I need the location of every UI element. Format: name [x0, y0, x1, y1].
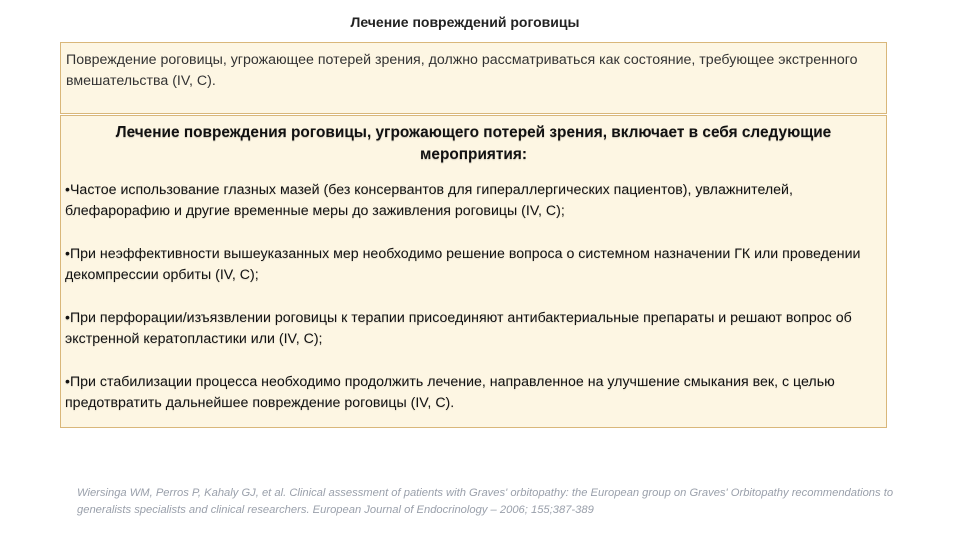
bullet-item: •При стабилизации процесса необходимо продолжить лечение, направленное на улучшение смыкания век, с целью предотвратить дальнейшее повреждение роговицы (IV, C). [65, 374, 835, 411]
intro-text: Повреждение роговицы, угрожающее потерей зрения, должно рассматриваться как состояние, требующее экстренного вмешательства (IV, C). [66, 52, 858, 89]
citation: Wiersinga WM, Perros P, Kahaly GJ, et al. Clinical assessment of patients with Graves' orbitopathy: the European group on Graves' Orbitopathy recommendations to generalists specialists and clinical researchers. European Journal of Endocrinology – 2006; 155;387-389 [77, 487, 894, 516]
intro-box [60, 42, 887, 114]
measures-box [60, 115, 887, 428]
bullet-item: •При перфорации/изъязвлении роговицы к терапии присоединяют антибактериальные препараты и решают вопрос об экстренной кератопластики или (IV, C); [65, 310, 852, 347]
slide-title: Лечение повреждений роговицы [350, 14, 580, 30]
bullet-item: •При неэффективности вышеуказанных мер необходимо решение вопроса о системном назначении ГК или проведении декомпрессии орбиты (IV, C); [65, 246, 861, 283]
measures-heading: Лечение повреждения роговицы, угрожающего потерей зрения, включает в себя следующие мероприятия: [115, 124, 832, 163]
bullet-item: •Частое использование глазных мазей (без консервантов для гипераллергических пациентов), увлажнителей, блефарорафию и другие временные меры до заживления роговицы (IV, C); [65, 182, 793, 219]
